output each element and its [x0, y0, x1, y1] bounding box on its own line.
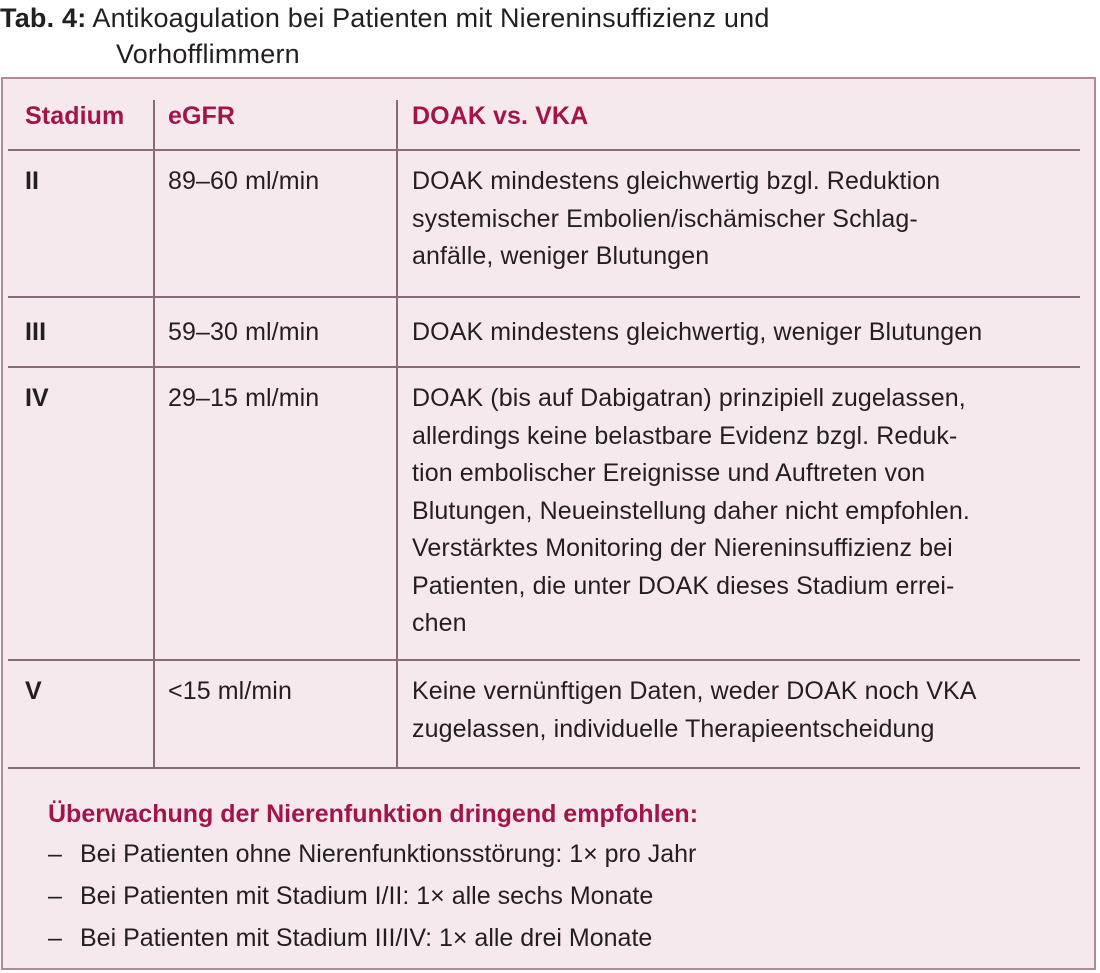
row-egfr-iv: 29–15 ml/min — [168, 384, 320, 412]
header-stadium: Stadium — [25, 102, 125, 130]
row-stage-ii: II — [25, 167, 40, 195]
text-line: zugelassen, individuelle Therapieentscheidung — [412, 714, 935, 743]
text-line: allerdings keine belastbare Evidenz bzgl. Reduk- — [412, 421, 958, 450]
caption-title-line2: Vorhofflimmern — [116, 39, 300, 69]
table-box — [1, 77, 1096, 970]
row-rule-2 — [8, 366, 1080, 368]
monitoring-heading: Überwachung der Nierenfunktion dringend empfohlen: — [48, 800, 699, 828]
dash-bullet: – — [48, 924, 62, 952]
monitoring-item: – Bei Patienten mit Stadium I/II: 1× alle sechs Monate — [48, 878, 653, 915]
row-stage-iv: IV — [25, 384, 49, 412]
row-egfr-ii: 89–60 ml/min — [168, 167, 320, 195]
row-text-iv — [412, 380, 1092, 643]
dash-bullet: – — [48, 882, 62, 910]
row-text-iii — [412, 314, 1092, 352]
header-doak-vs-vka: DOAK vs. VKA — [412, 102, 589, 130]
row-rule-1 — [8, 296, 1080, 298]
column-divider-1 — [153, 100, 155, 767]
row-text-v — [412, 673, 1092, 748]
column-divider-2 — [396, 100, 398, 767]
text-line: DOAK mindestens gleichwertig bzgl. Reduktion — [412, 167, 941, 195]
text-line: DOAK (bis auf Dabigatran) prinzipiell zugelassen, — [412, 384, 966, 412]
header-rule — [8, 149, 1080, 151]
text-line: Blutungen, Neueinstellung daher nicht empfohlen. — [412, 496, 970, 525]
row-rule-3 — [8, 659, 1080, 661]
row-egfr-v: <15 ml/min — [168, 677, 292, 705]
dash-bullet: – — [48, 840, 62, 868]
row-stage-iii: III — [25, 318, 47, 346]
text-line: anfälle, weniger Blutungen — [412, 242, 710, 270]
row-stage-v: V — [25, 677, 42, 705]
caption-title-line1: Antikoagulation bei Patienten mit Niereninsuffizienz und — [92, 3, 770, 33]
table-caption — [0, 0, 1090, 72]
monitoring-item: – Bei Patienten mit Stadium III/IV: 1× alle drei Monate — [48, 920, 652, 957]
row-text-ii — [412, 163, 1072, 276]
caption-label: Tab. 4: — [0, 3, 87, 33]
text-line: DOAK mindestens gleichwertig, weniger Blutungen — [412, 318, 983, 346]
text-line: systemischer Embolien/ischämischer Schlag- — [412, 204, 918, 233]
header-egfr: eGFR — [168, 102, 236, 130]
text-line: Patienten, die unter DOAK dieses Stadium errei- — [412, 571, 955, 600]
monitoring-item: – Bei Patienten ohne Nierenfunktionsstörung: 1× pro Jahr — [48, 836, 696, 873]
table-bottom-rule — [8, 767, 1080, 769]
text-line: chen — [412, 609, 467, 637]
text-line: Verstärktes Monitoring der Niereninsuffizienz bei — [412, 534, 953, 562]
text-line: tion embolischer Ereignisse und Auftreten von — [412, 459, 926, 487]
row-egfr-iii: 59–30 ml/min — [168, 318, 320, 346]
text-line: Keine vernünftigen Daten, weder DOAK noch VKA — [412, 677, 977, 705]
